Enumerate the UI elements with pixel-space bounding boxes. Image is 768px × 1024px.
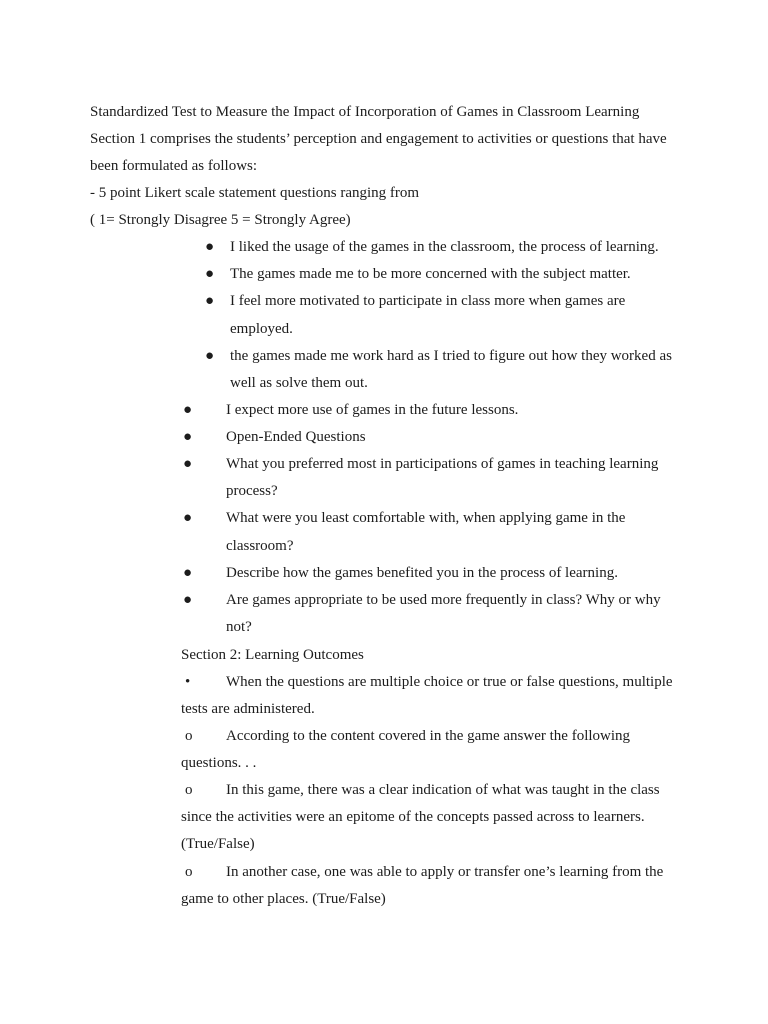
list-item-continuation: well as solve them out. bbox=[230, 375, 368, 391]
bullet-icon: ● bbox=[183, 592, 193, 608]
bullet-icon: ● bbox=[205, 348, 215, 364]
list-item: What were you least comfortable with, when applying game in the bbox=[226, 510, 626, 526]
section-2-line: since the activities were an epitome of the concepts passed across to learners. bbox=[181, 809, 645, 825]
intro-line-2: been formulated as follows: bbox=[90, 158, 258, 174]
section-2-line: questions. . . bbox=[181, 755, 257, 771]
list-item: What you preferred most in participations of games in teaching learning bbox=[226, 456, 659, 472]
o-marker: o bbox=[185, 782, 193, 798]
section-2-line: tests are administered. bbox=[181, 701, 315, 717]
section-2-heading: Section 2: Learning Outcomes bbox=[181, 647, 364, 663]
list-item: I expect more use of games in the future lessons. bbox=[226, 402, 519, 418]
likert-line-2: ( 1= Strongly Disagree 5 = Strongly Agree) bbox=[90, 212, 351, 228]
section-2-line: In this game, there was a clear indication of what was taught in the class bbox=[226, 782, 660, 798]
bullet-icon: ● bbox=[183, 429, 193, 445]
list-item: Open-Ended Questions bbox=[226, 429, 366, 445]
o-marker: o bbox=[185, 728, 193, 744]
intro-line-1: Section 1 comprises the students’ perception and engagement to activities or questions that have bbox=[90, 131, 667, 147]
section-2-line: (True/False) bbox=[181, 836, 255, 852]
section-2-line: When the questions are multiple choice or true or false questions, multiple bbox=[226, 674, 673, 690]
list-item: The games made me to be more concerned with the subject matter. bbox=[230, 266, 631, 282]
bullet-icon: ● bbox=[205, 266, 215, 282]
section-2-line: According to the content covered in the game answer the following bbox=[226, 728, 631, 744]
o-marker: o bbox=[185, 864, 193, 880]
list-item: Describe how the games benefited you in the process of learning. bbox=[226, 565, 618, 581]
likert-line-1: - 5 point Likert scale statement questions ranging from bbox=[90, 185, 420, 201]
section-2-line: In another case, one was able to apply or transfer one’s learning from the bbox=[226, 864, 664, 880]
bullet-icon: ● bbox=[205, 239, 215, 255]
bullet-icon: ● bbox=[205, 293, 215, 309]
document-title: Standardized Test to Measure the Impact of Incorporation of Games in Classroom Learning bbox=[90, 104, 640, 120]
bullet-marker: • bbox=[185, 674, 191, 690]
list-item-continuation: not? bbox=[226, 619, 252, 635]
bullet-icon: ● bbox=[183, 510, 193, 526]
list-item-continuation: process? bbox=[226, 483, 278, 499]
bullet-icon: ● bbox=[183, 565, 193, 581]
list-item: I feel more motivated to participate in class more when games are bbox=[230, 293, 626, 309]
section-2-line: game to other places. (True/False) bbox=[181, 891, 386, 907]
list-item: I liked the usage of the games in the classroom, the process of learning. bbox=[230, 239, 659, 255]
list-item-continuation: employed. bbox=[230, 321, 293, 337]
list-item: the games made me work hard as I tried to figure out how they worked as bbox=[230, 348, 672, 364]
bullet-icon: ● bbox=[183, 456, 193, 472]
bullet-icon: ● bbox=[183, 402, 193, 418]
list-item-continuation: classroom? bbox=[226, 538, 294, 554]
list-item: Are games appropriate to be used more frequently in class? Why or why bbox=[226, 592, 661, 608]
